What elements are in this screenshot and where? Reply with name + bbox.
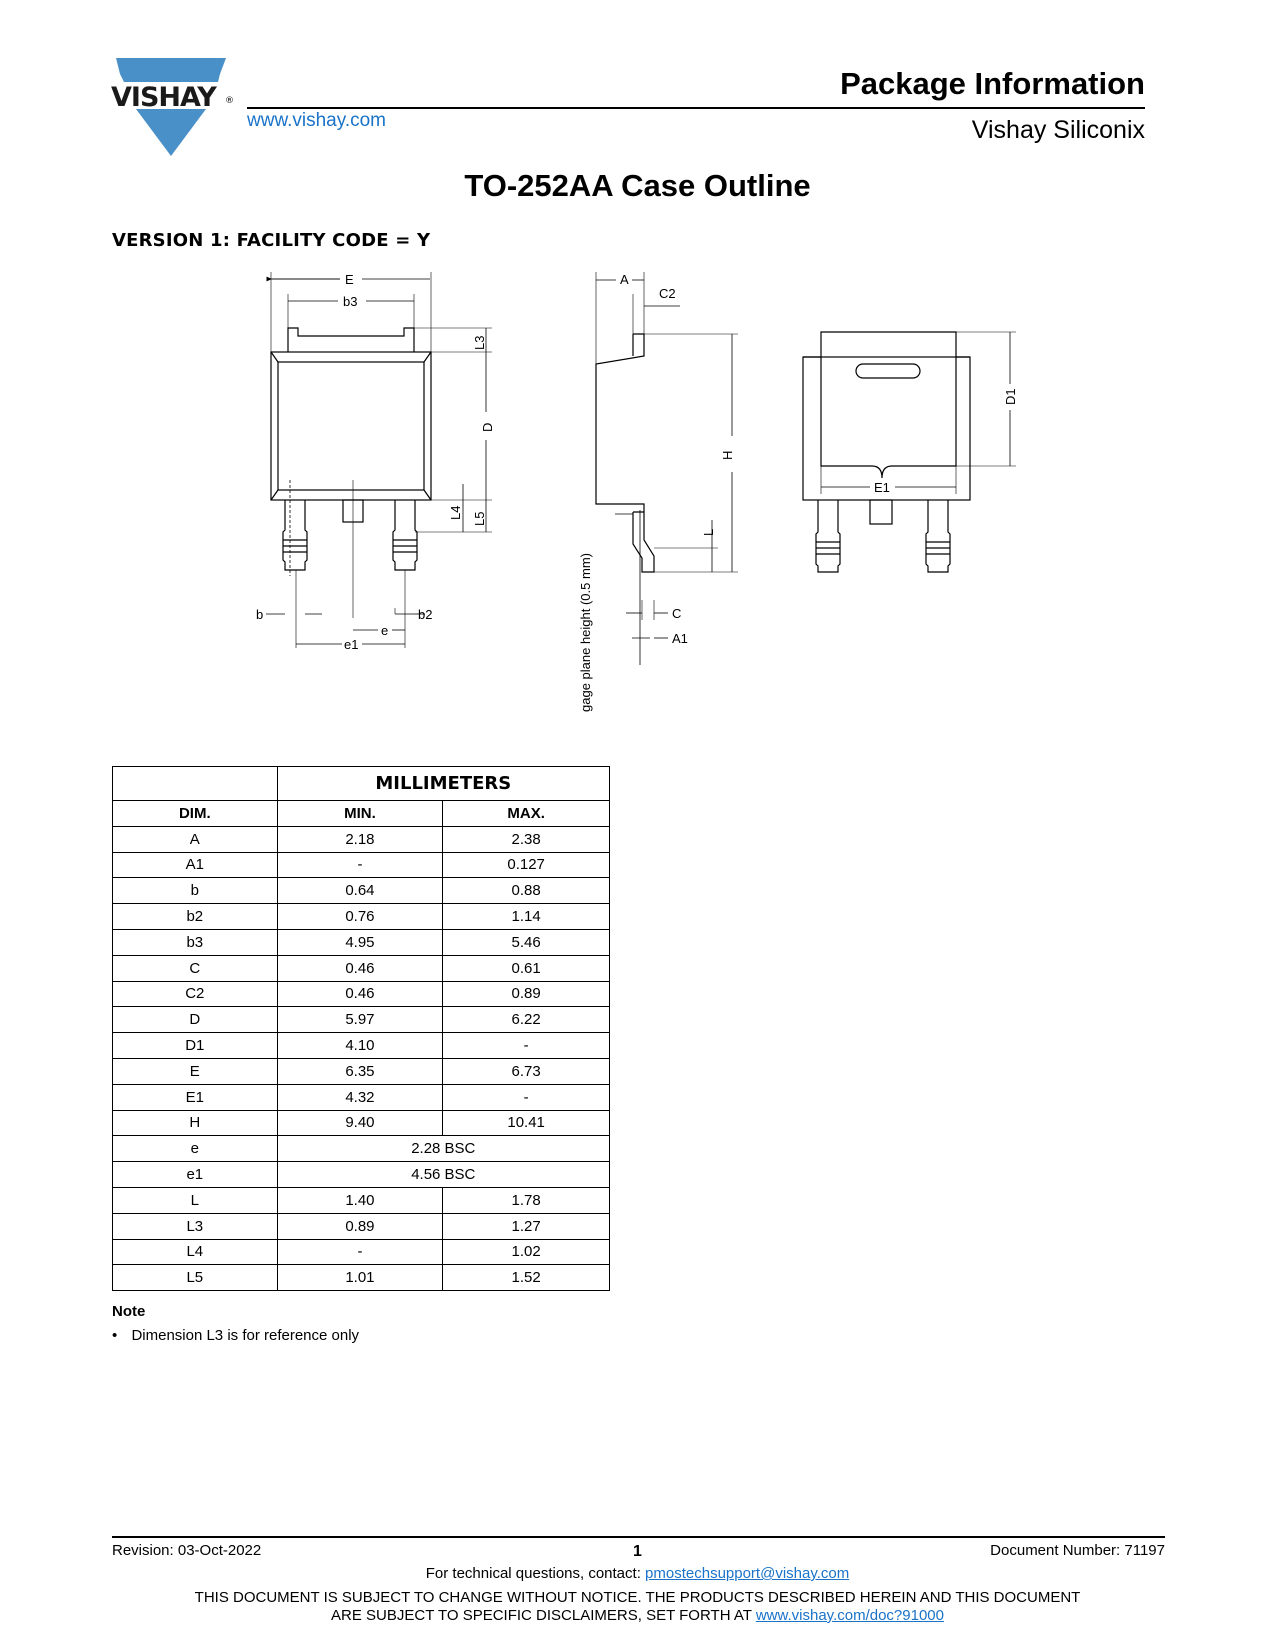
cell-max: 6.22 <box>443 1007 610 1033</box>
cell-min: 0.76 <box>277 904 443 930</box>
cell-max: - <box>443 1033 610 1059</box>
cell-min: - <box>277 852 443 878</box>
cell-max: 2.38 <box>443 826 610 852</box>
cell-dim: L5 <box>113 1265 278 1291</box>
cell-dim: D1 <box>113 1033 278 1059</box>
table-row <box>113 826 610 852</box>
cell-min: 6.35 <box>277 1058 443 1084</box>
dim-label-e: e <box>381 623 389 638</box>
dim-label-C2: C2 <box>659 286 676 301</box>
table-row <box>113 1007 610 1033</box>
footer-disclaimer-2 <box>0 1607 1275 1624</box>
cell-max: 1.52 <box>443 1265 610 1291</box>
cell-dim: D <box>113 1007 278 1033</box>
dimensions-table <box>112 766 610 1291</box>
cell-min: 1.40 <box>277 1187 443 1213</box>
unit-header: MILLIMETERS <box>277 767 609 801</box>
document-title: TO-252AA Case Outline <box>464 168 811 203</box>
note-item <box>112 1327 359 1344</box>
cell-min: 4.95 <box>277 929 443 955</box>
dim-label-E1: E1 <box>874 480 890 495</box>
table-row <box>113 929 610 955</box>
cell-dim: b3 <box>113 929 278 955</box>
table-row <box>113 1162 610 1188</box>
table-row <box>113 955 610 981</box>
footer-contact-email[interactable]: pmostechsupport@vishay.com <box>645 1565 850 1582</box>
cell-dim: e1 <box>113 1162 278 1188</box>
cell-min: 5.97 <box>277 1007 443 1033</box>
cell-max: 1.27 <box>443 1213 610 1239</box>
cell-min: 4.32 <box>277 1084 443 1110</box>
dim-label-A1: A1 <box>672 631 688 646</box>
note-heading: Note <box>112 1303 146 1320</box>
dim-label-H: H <box>720 450 735 460</box>
cell-max: 1.14 <box>443 904 610 930</box>
footer-rule <box>112 1536 1165 1538</box>
cell-min: 9.40 <box>277 1110 443 1136</box>
cell-min: 2.18 <box>277 826 443 852</box>
cell-dim: b2 <box>113 904 278 930</box>
cell-dim: H <box>113 1110 278 1136</box>
note-text: Dimension L3 is for reference only <box>131 1327 360 1344</box>
dim-label-D1: D1 <box>1003 388 1018 405</box>
cell-dim: b <box>113 878 278 904</box>
table-row <box>113 1213 610 1239</box>
cell-min: 0.64 <box>277 878 443 904</box>
cell-min: 1.01 <box>277 1265 443 1291</box>
cell-dim: C2 <box>113 981 278 1007</box>
header-subtitle: Vishay Siliconix <box>971 116 1145 144</box>
table-row <box>113 878 610 904</box>
cell-min: 4.10 <box>277 1033 443 1059</box>
cell-span: 4.56 BSC <box>277 1162 609 1188</box>
cell-dim: L <box>113 1187 278 1213</box>
dim-label-C: C <box>672 606 682 621</box>
cell-max: 1.78 <box>443 1187 610 1213</box>
cell-dim: E <box>113 1058 278 1084</box>
version-label: VERSION 1: FACILITY CODE = Y <box>112 230 431 251</box>
dim-label-b: b <box>256 607 264 622</box>
dim-label-L3: L3 <box>472 335 487 350</box>
cell-dim: E1 <box>113 1084 278 1110</box>
cell-dim: A1 <box>113 852 278 878</box>
dim-label-b2: b2 <box>418 607 433 622</box>
table-row <box>113 904 610 930</box>
note-bullet: • <box>112 1327 118 1344</box>
dim-label-L: L <box>701 528 716 536</box>
table-row <box>113 981 610 1007</box>
dim-label-e1: e1 <box>344 637 359 652</box>
cell-max: 0.61 <box>443 955 610 981</box>
cell-min: 0.46 <box>277 955 443 981</box>
cell-dim: C <box>113 955 278 981</box>
table-row <box>113 1058 610 1084</box>
cell-dim: L4 <box>113 1239 278 1265</box>
cell-max: 0.88 <box>443 878 610 904</box>
cell-max: 1.02 <box>443 1239 610 1265</box>
bottom-view <box>803 332 1016 572</box>
cell-dim: e <box>113 1136 278 1162</box>
cell-max: - <box>443 1084 610 1110</box>
column-header-min: MIN. <box>277 801 443 827</box>
table-row <box>113 852 610 878</box>
dim-label-A: A <box>620 272 629 287</box>
table-row <box>113 1033 610 1059</box>
dim-label-D: D <box>480 422 495 432</box>
footer-revision: Revision: 03-Oct-2022 <box>112 1542 262 1559</box>
cell-max: 5.46 <box>443 929 610 955</box>
footer-disclaimer-prefix: ARE SUBJECT TO SPECIFIC DISCLAIMERS, SET FORTH AT <box>331 1607 756 1624</box>
dim-label-L4: L4 <box>448 505 463 520</box>
logo-text: VISHAY <box>111 82 216 113</box>
column-header-dim: DIM. <box>113 801 278 827</box>
footer-contact-prefix: For technical questions, contact: <box>425 1565 646 1582</box>
cell-max: 10.41 <box>443 1110 610 1136</box>
table-row <box>113 1239 610 1265</box>
dim-label-E: E <box>345 272 354 287</box>
cell-min: - <box>277 1239 443 1265</box>
cell-dim: L3 <box>113 1213 278 1239</box>
package-drawing <box>0 0 1275 730</box>
footer-disclaimer-1: THIS DOCUMENT IS SUBJECT TO CHANGE WITHOUT NOTICE. THE PRODUCTS DESCRIBED HEREIN AND THIS DOCUMENT <box>194 1589 1081 1606</box>
table-corner-cell <box>113 767 278 801</box>
footer-page-number: 1 <box>633 1543 642 1560</box>
cell-dim: A <box>113 826 278 852</box>
cell-span: 2.28 BSC <box>277 1136 609 1162</box>
table-row <box>113 1265 610 1291</box>
gage-plane-label: gage plane height (0.5 mm) <box>578 553 593 712</box>
table-row <box>113 1084 610 1110</box>
cell-min: 0.46 <box>277 981 443 1007</box>
table-row <box>113 1136 610 1162</box>
logo-registered-mark: ® <box>225 96 234 106</box>
dim-label-b3: b3 <box>343 294 358 309</box>
footer-doc-number: Document Number: 71197 <box>990 1542 1165 1559</box>
column-header-max: MAX. <box>443 801 610 827</box>
header-title: Package Information <box>840 66 1145 101</box>
table-row <box>113 1187 610 1213</box>
footer-disclaimer-link[interactable]: www.vishay.com/doc?91000 <box>755 1607 944 1624</box>
dim-label-L5: L5 <box>472 511 487 526</box>
cell-min: 0.89 <box>277 1213 443 1239</box>
cell-max: 6.73 <box>443 1058 610 1084</box>
table-row <box>113 1110 610 1136</box>
cell-max: 0.89 <box>443 981 610 1007</box>
side-view <box>596 272 738 665</box>
footer-contact <box>0 1565 1275 1582</box>
cell-max: 0.127 <box>443 852 610 878</box>
header-url[interactable]: www.vishay.com <box>247 110 387 131</box>
front-view <box>266 272 492 648</box>
